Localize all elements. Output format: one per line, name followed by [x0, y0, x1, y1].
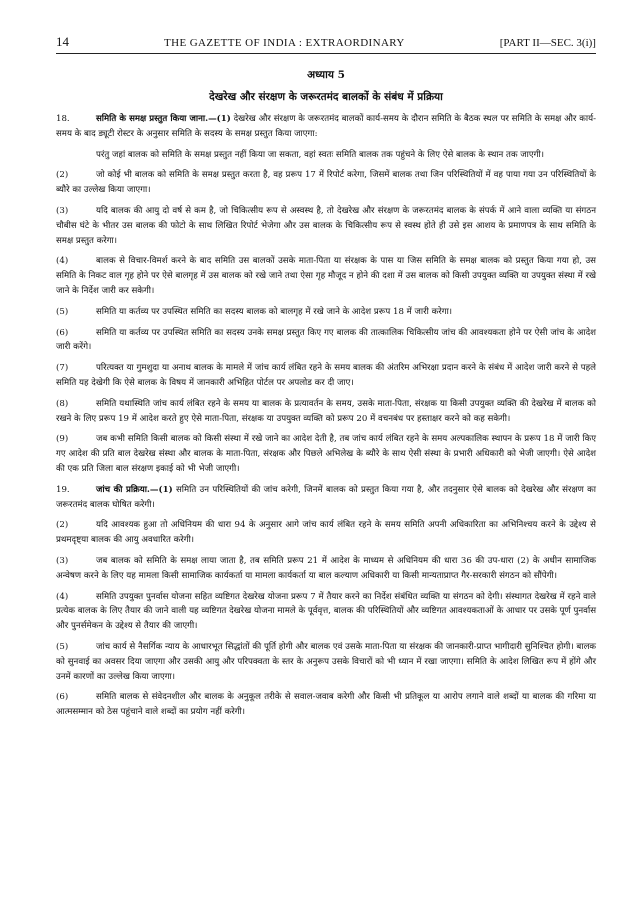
paragraph	[56, 518, 596, 548]
paragraph-number: (2)	[56, 520, 69, 531]
paragraph-text: परित्यक्त या गुमशुदा या अनाथ बालक के मामले में जांच कार्य लंबित रहने के समय बालक की अंतरिम अभिरक्षा प्रदान करने के संबंध में आदेश जारी करने से पहले समिति यह देखेगी कि ऐसे बालक के विषय में जानकारी अभिहित पोर्टल पर अपलोड कर दी जाए।	[56, 363, 596, 388]
paragraph-number: (5)	[56, 306, 69, 317]
paragraph-number: (4)	[56, 256, 69, 267]
section-heading: समिति के समक्ष प्रस्तुत किया जाना.—(1)	[96, 114, 231, 124]
paragraph-text: जो कोई भी बालक को समिति के समक्ष प्रस्तुत करता है, वह प्ररूप 17 में रिपोर्ट करेगा, जिसमें बालक तथा जिन परिस्थितियों में वह पाया गया उन परिस्थितियों के ब्यौरे का उल्लेख किया जाएगा।	[56, 170, 596, 196]
part-section: [PART II—SEC. 3(i)]	[499, 37, 596, 49]
chapter-number: अध्याय 5	[307, 69, 345, 81]
paragraph	[56, 305, 596, 320]
gazette-title: THE GAZETTE OF INDIA : EXTRAORDINARY	[163, 37, 405, 49]
paragraph-text: यदि आवश्यक हुआ तो अधिनियम की धारा 94 के अनुसार आगे जांच कार्य लंबित रहने के समय समिति अपनी अधिकारिता का अभिनिश्चय करने के उद्देश्य से प्रथमदृष्ट्या बालक की आयु अवधारित करेगी।	[56, 520, 596, 546]
paragraph-text: समिति उपयुक्त पुनर्वास योजना सहित व्यष्टिगत देखरेख योजना प्ररूप 7 में तैयार करने का निर्देश संबंधित व्यक्ति या संगठन को देगी। संस्थागत देखरेख में रहने वाले प्रत्येक बालक के लिए तैयार की जाने वाली यह व्यष्टिगत देखरेख योजना मामले के पूर्ववृत्त, बालक की परिस्थितियों और व्यष्टिगत आवश्यकताओं के आधार पर उसके पूर्ण पुनर्वास और पुनर्समेकन के उद्देश्य से तैयार की जाएगी।	[56, 591, 596, 632]
section-heading: जांच की प्रक्रिया.—(1)	[96, 484, 173, 495]
paragraph	[56, 590, 596, 634]
page-header	[56, 34, 596, 54]
paragraph-text: जब कभी समिति किसी बालक को किसी संस्था में रखे जाने का आदेश देती है, तब जांच कार्य लंबित रहने के समय अल्पकालिक स्थापन के प्ररूप 18 में जारी किए गए आदेश की प्रति बाल देखरेख संस्था और बालक के माता-पिता, संरक्षक और पिछले अभिलेख के ब्यौरे के साथ ऐसी संस्था के प्रभारी अधिकारी को भेजी जाएगी। ऐसे आदेश की एक प्रति जिला बाल संरक्षण इकाई को भी भेजी जाएगी।	[56, 434, 596, 474]
paragraph	[56, 554, 596, 584]
paragraph-number: (9)	[56, 434, 69, 445]
paragraph-text: देखरेख और संरक्षण के जरूरतमंद बालकों कार्य-समय के दौरान समिति के बैठक स्थल पर समिति के समक्ष और कार्य-समय के बाद ड्यूटी रोस्टर के अनुसार समिति के सदस्य के समक्ष प्रस्तुत किया जाएगा:	[56, 114, 596, 139]
paragraph	[56, 204, 596, 248]
paragraph	[56, 690, 596, 720]
paragraph	[56, 432, 596, 476]
paragraph-number: 19.	[56, 484, 70, 495]
paragraph-number: (5)	[56, 641, 69, 652]
paragraph-text: जब बालक को समिति के समक्ष लाया जाता है, तब समिति प्ररूप 21 में आदेश के माध्यम से अधिनियम की धारा 36 की उप-धारा (2) के अधीन सामाजिक अन्वेषण करने के लिए यह मामला किसी सामाजिक कार्यकर्ता या मामला कार्यकर्ता या बाल कल्याण अधिकारी या किसी मान्यताप्राप्त गैर-सरकारी संगठन को सौंपेगी।	[56, 555, 596, 581]
paragraph-text: समिति यथास्थिति जांच कार्य लंबित रहने के समय या बालक के प्रत्यावर्तन के समय, उसके माता-पिता, संरक्षक या किसी उपयुक्त व्यक्ति की देखरेख में बालक को रखने के लिए प्ररूप 19 में आदेश करते हुए ऐसे माता-पिता, संरक्षक या उपयुक्त व्यक्ति को प्ररूप 20 में वचनबंध पर हस्ताक्षर करने को कह सकेगी।	[56, 398, 596, 424]
paragraph	[56, 148, 596, 163]
paragraph-number: (8)	[56, 398, 69, 409]
paragraph-number: (3)	[56, 205, 69, 216]
paragraph	[56, 640, 596, 684]
paragraph	[56, 254, 596, 298]
chapter-title: देखरेख और संरक्षण के जरूरतमंद बालकों के संबंध में प्रक्रिया	[209, 91, 443, 103]
paragraph	[56, 112, 596, 142]
paragraph-number: (2)	[56, 170, 69, 181]
paragraph	[56, 483, 596, 513]
paragraph	[56, 397, 596, 427]
paragraph-number: (6)	[56, 692, 69, 703]
paragraph-text: बालक से विचार-विमर्श करने के बाद समिति उस बालकों उसके माता-पिता या संरक्षक के पास या जिस समिति के समक्ष बालक को प्रस्तुत किया गया हो, उस समिति के निकट वाल गृह होने पर ऐसे बालगृह में उस बालक को रखे जाने तथा ऐसा गृह मौजूद न होने की दशा में उस बालक को किसी उपयुक्त व्यक्ति या उपयुक्त संस्था में रखे जाने के निर्देश जारी कर सकेगी।	[56, 256, 596, 296]
paragraph-text: समिति उन परिस्थितियों की जांच करेगी, जिनमें बालक को प्रस्तुत किया गया है, और तदनुसार ऐसे बालक को देखरेख और संरक्षण का जरूरतमंद बालक घोषित करेगी।	[56, 484, 596, 510]
paragraph	[56, 168, 596, 198]
paragraph-text: समिति बालक से संवेदनशील और बालक के अनुकूल तरीके से सवाल-जवाब करेगी और किसी भी प्रतिकूल या आरोप लगाने वाले शब्दों या बालक की गरिमा या आत्मसम्मान को ठेस पहुंचाने वाले शब्दों का प्रयोग नहीं करेगी।	[56, 692, 596, 718]
page-number: 14	[56, 34, 69, 49]
paragraph	[56, 326, 596, 356]
paragraph-text: जांच कार्य से नैसर्गिक न्याय के आधारभूत सिद्धांतों की पूर्ति होगी और बालक एवं उसके माता-पिता या संरक्षक की जानकारी-प्राप्त भागीदारी सुनिश्चित होगी। बालक को सुनवाई का अवसर दिया जाएगा और उसकी आयु और परिपक्वता के स्तर के अनुरूप उसके विचारों को भी ध्यान में रखा जाएगा। समिति के आदेश लिखित रूप में होंगे और उनमें कारणों का उल्लेख किया जाएगा।	[56, 641, 596, 682]
paragraph-text: यदि बालक की आयु दो वर्ष से कम है, जो चिकित्सीय रूप से अस्वस्थ है, तो देखरेख और संरक्षण के जरूरतमंद बालक के संपर्क में आने वाला व्यक्ति या संगठन चौबीस घंटे के भीतर उस बालक की फोटो के साथ लिखित रिपोर्ट भेजेगा और उस बालक के चिकित्सीय रूप से स्वस्थ होते ही उसे इस आशय के प्रमाणपत्र के साथ समिति के समक्ष प्रस्तुत करेगा।	[56, 205, 596, 246]
paragraph-text: समिति या कर्तव्य पर उपस्थित समिति का सदस्य बालक को बालगृह में रखे जाने के आदेश प्ररूप 18 में जारी करेगा।	[96, 306, 453, 317]
paragraph-list	[56, 112, 596, 720]
paragraph-number: (7)	[56, 363, 69, 374]
paragraph-number: 18.	[56, 114, 70, 124]
paragraph-text: समिति या कर्तव्य पर उपस्थित समिति का सदस्य उनके समक्ष प्रस्तुत किए गए बालक की तात्कालिक चिकित्सीय जांच की आवश्यकता होने पर ऐसी जांच के आदेश जारी करेंगे।	[56, 327, 596, 353]
paragraph-number: (6)	[56, 327, 69, 338]
paragraph-text: परंतु जहां बालक को समिति के समक्ष प्रस्तुत नहीं किया जा सकता, वहां स्वतः समिति बालक तक पहुंचने के लिए ऐसे बालक के स्थान तक जाएगी।	[96, 149, 544, 160]
paragraph-number: (3)	[56, 555, 69, 566]
paragraph	[56, 361, 596, 391]
paragraph-number: (4)	[56, 591, 69, 602]
